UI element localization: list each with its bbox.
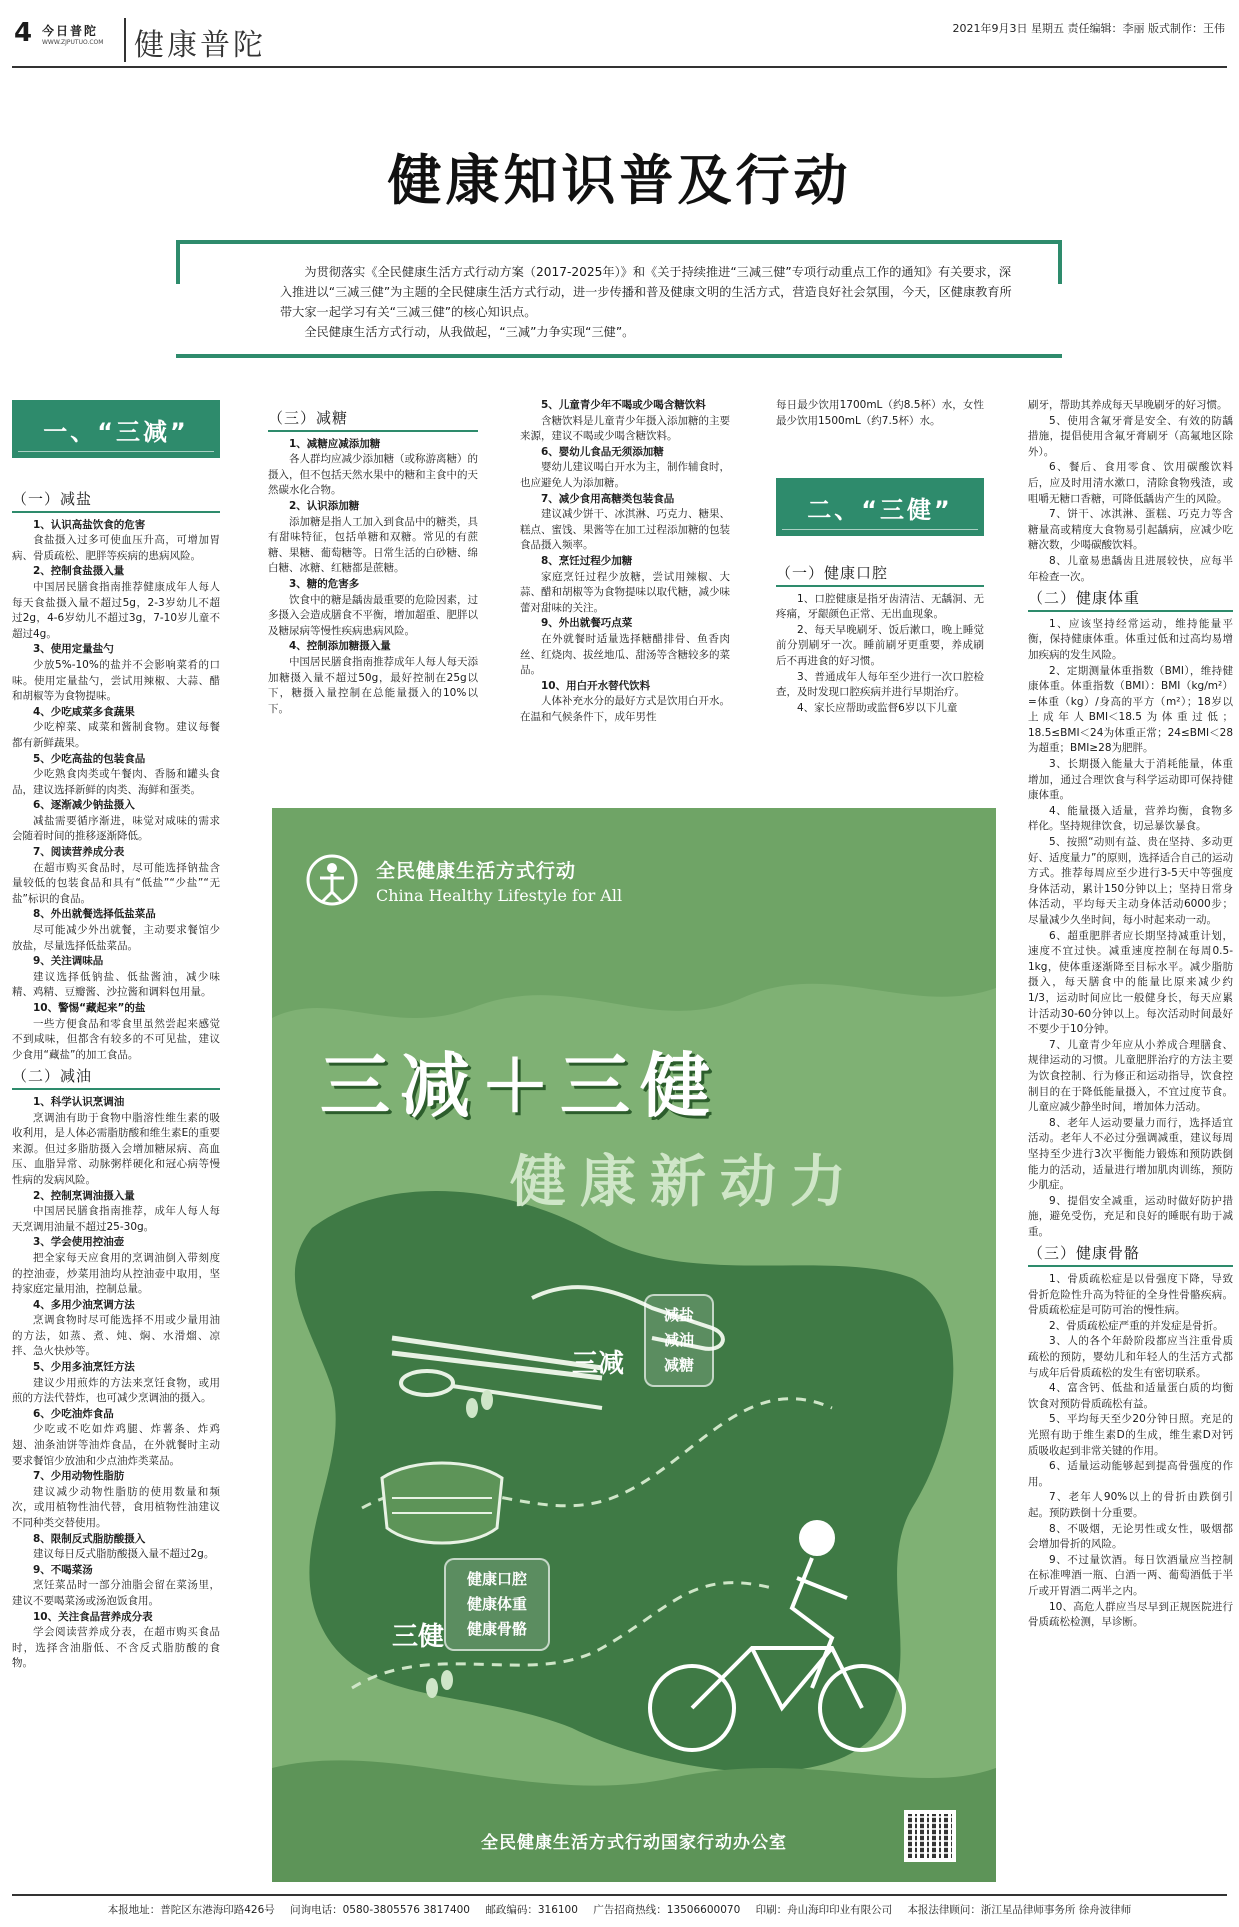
salt-tip-2-title: 2、控制食盐摄入量 bbox=[33, 565, 125, 578]
oil-tip-2-text: 中国居民膳食指南推荐，成年人每人每天烹调用油量不超过25-30g。 bbox=[12, 1205, 220, 1233]
weight-tip-9: 9、提倡安全减重，运动时做好防护措施，避免受伤，充足和良好的睡眠有助于减重。 bbox=[1028, 1194, 1233, 1238]
column-2 bbox=[268, 405, 478, 803]
salt-tip-9-text: 建议选择低钠盐、低盐酱油，减少味精、鸡精、豆瓣酱、沙拉酱和调料包用量。 bbox=[12, 970, 220, 999]
poster-wave-bottom bbox=[272, 1760, 996, 1882]
campaign-brand bbox=[306, 844, 666, 914]
sugar-tip-2-text: 添加糖是指人工加入到食品中的糖类，具有甜味特征，包括单糖和双糖。常见的有蔗糖、果糖、葡萄糖等。日常生活的白砂糖、绵白糖、冰糖、红糖都是蔗糖。 bbox=[268, 515, 478, 575]
oral-tip-3: 3、普通成年人每年至少进行一次口腔检查，及时发现口腔疾病并进行早期治疗。 bbox=[776, 670, 984, 699]
logo-name: 今日普陀 bbox=[42, 24, 99, 38]
salt-tip-3-title: 3、使用定量盐勺 bbox=[33, 643, 114, 656]
salt-tip-3-text: 少放5%-10%的盐并不会影响菜肴的口味。使用定量盐勺，尝试用辣椒、大蒜、醋和胡椒等为食物提味。 bbox=[12, 658, 220, 703]
sugar-tip-8-text: 家庭烹饪过程少放糖，尝试用辣椒、大蒜、醋和胡椒等为食物提味以取代糖，减少味蕾对甜味的关注。 bbox=[520, 570, 730, 614]
reduce-item-salt: 减盐 bbox=[663, 1306, 694, 1324]
health-item-oral: 健康口腔 bbox=[466, 1570, 527, 1588]
sugar-tip-1-text: 各人群均应减少添加糖（或称游离糖）的摄入，但不包括天然水果中的糖和主食中的天然碳水化合物。 bbox=[268, 453, 478, 497]
oil-tip-5-text: 建议少用煎炸的方法来烹饪食物，或用煎的方法代替炸，也可减少烹调油的摄入。 bbox=[12, 1376, 220, 1405]
salt-tip-7-text: 在超市购买食品时，尽可能选择钠盐含量较低的包装食品和具有“低盐”“少盐”“无盐”标识的食品。 bbox=[12, 861, 220, 905]
oil-tip-3-title: 3、学会使用控油壶 bbox=[33, 1236, 125, 1249]
face-mask-icon bbox=[382, 1463, 502, 1543]
salt-tip-10-text: 一些方便食品和零食里虽然尝起来感觉不到咸味，但都含有较多的不可见盐，建议少食用“藏盐”的加工食品。 bbox=[12, 1017, 220, 1061]
salt-tip-6-title: 6、逐渐减少钠盐摄入 bbox=[33, 799, 135, 812]
salt-tip-8-title: 8、外出就餐选择低盐菜品 bbox=[33, 908, 156, 921]
bone-tip-1: 1、骨质疏松症是以骨强度下降，导致骨折危险性升高为特征的全身性骨骼疾病。骨质疏松症是可防可治的慢性病。 bbox=[1028, 1273, 1233, 1317]
brand-name-en: China Healthy Lifestyle for All bbox=[376, 886, 623, 905]
intro-box bbox=[176, 240, 1062, 358]
oral-tip-4: 4、家长应帮助或监督6岁以下儿童 bbox=[797, 701, 958, 714]
oil-tip-3-text: 把全家每天应食用的烹调油倒入带刻度的控油壶，炒菜用油均从控油壶中取用，坚持家庭定量用油，控制总量。 bbox=[12, 1251, 220, 1296]
column-4 bbox=[776, 560, 984, 804]
heading-healthy-weight: （二）健康体重 bbox=[1028, 591, 1233, 612]
salt-tip-1-title: 1、认识高盐饮食的危害 bbox=[33, 518, 146, 531]
salt-tip-7-title: 7、阅读营养成分表 bbox=[33, 846, 125, 859]
weight-tip-1: 1、应该坚持经常运动，维持能量平衡，保持健康体重。体重过低和过高均易增加疾病的发生风险。 bbox=[1028, 617, 1233, 661]
bone-tip-2: 2、骨质疏松症严重的并发症是骨折。 bbox=[1049, 1319, 1224, 1332]
oil-tip-6-title: 6、少吃油炸食品 bbox=[33, 1407, 114, 1420]
oil-tip-10-title: 10、关注食品营养成分表 bbox=[33, 1610, 153, 1623]
label-three-reductions: 三减 bbox=[572, 1349, 625, 1379]
sugar-tip-10-text: 人体补充水分的最好方式是饮用白开水。在温和气候条件下，成年男性 bbox=[520, 695, 730, 723]
health-items-box bbox=[444, 1558, 550, 1651]
oil-tip-7-text: 建议减少动物性脂肪的使用数量和频次，或用植物性油代替，食用植物性油建议不同种类交替使用。 bbox=[12, 1485, 220, 1529]
bone-tip-6: 6、适量运动能够起到提高骨强度的作用。 bbox=[1028, 1460, 1233, 1488]
sugar-tip-10-title: 10、用白开水替代饮料 bbox=[541, 679, 651, 692]
column-4-top bbox=[776, 398, 984, 478]
health-item-weight: 健康体重 bbox=[466, 1595, 527, 1613]
column-1 bbox=[12, 486, 220, 1886]
newspaper-logo bbox=[42, 22, 122, 46]
section-banner-three-reductions: 一、“三减” bbox=[12, 400, 220, 458]
masthead-meta bbox=[953, 20, 1226, 36]
weight-tip-7: 7、儿童青少年应从小养成合理膳食、规律运动的习惯。儿童肥胖治疗的方法主要为饮食控制、行为修正和运动指导，饮食控制目的在于降低能量摄入，不宜过度节食。儿童应减少静坐时间，增加体力活动。 bbox=[1028, 1038, 1233, 1114]
water-continued-text: 每日最少饮用1700mL（约8.5杯）水，女性最少饮用1500mL（约7.5杯）水。 bbox=[776, 399, 984, 427]
footer-rule bbox=[12, 1894, 1227, 1896]
intro-paragraph-1: 为贯彻落实《全民健康生活方式行动方案（2017-2025年）》和《关于持续推进“三减三健”专项行动重点工作的通知》有关要求，深入推进以“三减三健”为主题的全民健康生活方式行动，进一步传播和普及健康文明的生活方式，营造良好社会氛围，今天，区健康教育所带大家一起学习有关“三减三健”的核心知识点。 bbox=[280, 265, 1012, 319]
oil-tip-8-title: 8、限制反式脂肪酸摄入 bbox=[33, 1532, 146, 1545]
heading-oral-health: （一）健康口腔 bbox=[776, 566, 984, 587]
sugar-tip-3-title: 3、糖的危害多 bbox=[289, 577, 360, 590]
sugar-tip-9-text: 在外就餐时适量选择糖醋排骨、鱼香肉丝、红烧肉、拔丝地瓜、甜汤等含糖较多的菜品。 bbox=[520, 632, 730, 677]
page-number: 4 bbox=[14, 18, 33, 48]
brand-name-cn: 全民健康生活方式行动 bbox=[376, 860, 577, 882]
oral-tip-2: 2、每天早晚刷牙、饭后漱口，晚上睡觉前分别刷牙一次。睡前刷牙更重要，养成刷后不再进食的好习惯。 bbox=[776, 623, 984, 667]
poster-title: 三减＋三健 bbox=[320, 1044, 720, 1127]
footer-legal: 本报法律顾问：浙江星品律师事务所 徐舟波律师 bbox=[907, 1904, 1132, 1916]
oil-tip-1-text: 烹调油有助于食物中脂溶性维生素的吸收利用，是人体必需脂肪酸和维生素E的重要来源。但过多脂肪摄入会增加糖尿病、高血压、血脂异常、动脉粥样硬化和冠心病等慢性病的发病风险。 bbox=[12, 1111, 220, 1186]
oil-tip-1-title: 1、科学认识烹调油 bbox=[33, 1095, 125, 1108]
oil-tip-6-text: 少吃或不吃如炸鸡腿、炸薯条、炸鸡翅、油条油饼等油炸食品，在外就餐时主动要求餐馆少放油和少点油炸类菜品。 bbox=[12, 1423, 220, 1467]
oil-tip-9-text: 烹饪菜品时一部分油脂会留在菜汤里，建议不要喝菜汤或汤泡饭食用。 bbox=[12, 1579, 220, 1607]
reduce-item-sugar: 减糖 bbox=[663, 1356, 694, 1374]
section-banner-three-health: 二、“三健” bbox=[776, 478, 984, 536]
section-title: 健康普陀 bbox=[134, 28, 266, 63]
heading-reduce-salt: （一）减盐 bbox=[12, 492, 220, 513]
weight-tip-6: 6、超重肥胖者应长期坚持减重计划，速度不宜过快。减重速度控制在每周0.5-1kg，使体重逐渐降至目标水平。减少脂肪摄入，每天膳食中的能量比原来减少约1/3，运动时间应比一般健身长，每天应累计活动30-60分钟以上。每次活动时间最好不要少于10分钟。 bbox=[1028, 929, 1233, 1036]
footer-printer: 印刷：舟山海印印业有限公司 bbox=[755, 1904, 893, 1916]
salt-tip-6-text: 减盐需要循序渐进，味觉对咸味的需求会随着时间的推移逐渐降低。 bbox=[12, 814, 220, 843]
health-item-bone: 健康骨骼 bbox=[466, 1620, 527, 1638]
oil-tip-10-text: 学会阅读营养成分表，在超市购买食品时，选择含油脂低、不含反式脂肪酸的食物。 bbox=[12, 1626, 220, 1670]
column-3 bbox=[520, 398, 730, 803]
oil-tip-8-text: 建议每日反式脂肪酸摄入量不超过2g。 bbox=[33, 1548, 215, 1561]
salt-tip-2-text: 中国居民膳食指南推荐健康成年人每人每天食盐摄入量不超过5g，2-3岁幼儿不超过2g，4-6岁幼儿不超过3g，7-10岁儿童不超过4g。 bbox=[12, 580, 220, 640]
weight-tip-4: 4、能量摄入适量，营养均衡，食物多样化。坚持规律饮食，切忌暴饮暴食。 bbox=[1028, 804, 1233, 833]
footer-phone: 问询电话：0580-3805576 3817400 bbox=[290, 1904, 470, 1916]
bone-tip-5: 5、平均每天至少20分钟日照。充足的光照有助于维生素D的生成，维生素D对钙质吸收起到非常关键的作用。 bbox=[1028, 1413, 1233, 1457]
sugar-tip-4-title: 4、控制添加糖摄入量 bbox=[289, 640, 391, 653]
bone-tip-8: 8、不吸烟，无论男性或女性，吸烟都会增加骨折的风险。 bbox=[1028, 1522, 1233, 1551]
reduce-item-oil: 减油 bbox=[663, 1331, 694, 1349]
heading-reduce-sugar: （三）减糖 bbox=[268, 411, 478, 432]
oral-tip-1: 1、口腔健康是指牙齿清洁、无龋洞、无疼痛，牙龈颜色正常、无出血现象。 bbox=[776, 592, 984, 621]
reduce-items-box bbox=[644, 1294, 714, 1387]
bone-tip-4: 4、富含钙、低盐和适量蛋白质的均衡饮食对预防骨质疏松有益。 bbox=[1028, 1382, 1233, 1410]
oil-tip-4-text: 烹调食物时尽可能选择不用或少量用油的方法，如蒸、煮、炖、焖、水滑熘、凉拌、急火快炒等。 bbox=[12, 1314, 220, 1358]
oil-tip-2-title: 2、控制烹调油摄入量 bbox=[33, 1189, 135, 1202]
sugar-tip-3-text: 饮食中的糖是龋齿最重要的危险因素，过多摄入会造成膳食不平衡，增加超重、肥胖以及糖尿病等慢性疾病患病风险。 bbox=[268, 593, 478, 637]
salt-tip-5-title: 5、少吃高盐的包装食品 bbox=[33, 752, 146, 765]
heading-healthy-bones: （三）健康骨骼 bbox=[1028, 1246, 1233, 1267]
bone-tip-3: 3、人的各个年龄阶段都应当注重骨质疏松的预防，婴幼儿和年轻人的生活方式都与成年后骨质疏松的发生有密切联系。 bbox=[1028, 1335, 1233, 1379]
salt-tip-8-text: 尽可能减少外出就餐，主动要求餐馆少放盐，尽量选择低盐菜品。 bbox=[12, 924, 220, 952]
intro-paragraph-2: 全民健康生活方式行动，从我做起，“三减”力争实现“三健”。 bbox=[304, 325, 635, 339]
weight-tip-3: 3、长期摄入能量大于消耗能量，体重增加，通过合理饮食与科学运动即可保持健康体重。 bbox=[1028, 758, 1233, 802]
weight-tip-2: 2、定期测量体重指数（BMI），维持健康体重。体重指数（BMI）：BMI（kg/m²）=体重（kg）/身高的平方（m²）；18岁以上成年人BMI＜18.5为体重过低；18.5≤BMI＜24为体重正常；24≤BMI＜28为超重；BMI≥28为肥胖。 bbox=[1028, 664, 1233, 755]
sugar-tip-6-text: 婴幼儿建议喝白开水为主，制作辅食时，也应避免人为添加糖。 bbox=[520, 461, 730, 489]
salt-tip-10-title: 10、警惕“藏起来”的盐 bbox=[33, 1002, 146, 1014]
salt-tip-4-title: 4、少吃咸菜多食蔬果 bbox=[33, 705, 135, 718]
label-three-health: 三健 bbox=[392, 1622, 445, 1652]
salt-tip-9-title: 9、关注调味品 bbox=[33, 955, 104, 968]
page-headline: 健康知识普及行动 bbox=[387, 149, 852, 212]
footer-postcode: 邮政编码：316100 bbox=[485, 1904, 578, 1916]
oil-tip-5-title: 5、少用多油烹饪方法 bbox=[33, 1361, 135, 1374]
masthead-rule bbox=[12, 66, 1227, 68]
issue-date: 2021年9月3日 bbox=[952, 22, 1028, 35]
oral-tip-6: 6、餐后、食用零食、饮用碳酸饮料后，应及时用清水漱口，清除食物残渣，或咀嚼无糖口香糖，可降低龋齿产生的风险。 bbox=[1028, 461, 1233, 505]
poster-footer-text: 全民健康生活方式行动国家行动办公室 bbox=[481, 1833, 787, 1853]
footer-address: 本报地址：普陀区东港海印路426号 bbox=[107, 1904, 275, 1916]
oil-tip-4-title: 4、多用少油烹调方法 bbox=[33, 1298, 135, 1311]
salt-tip-4-text: 少吃榨菜、咸菜和酱制食物。建议每餐都有新鲜蔬果。 bbox=[12, 721, 220, 749]
oral-tip-7: 7、饼干、冰淇淋、蛋糕、巧克力等含糖量高或精度大食物易引起龋病，应减少吃糖次数，少喝碳酸饮料。 bbox=[1028, 508, 1233, 552]
footer-ads: 广告招商热线：13506600070 bbox=[593, 1904, 741, 1916]
editor-credit: 责任编辑：李丽 bbox=[1067, 22, 1145, 35]
sugar-tip-5-text: 含糖饮料是儿童青少年摄入添加糖的主要来源，建议不喝或少喝含糖饮料。 bbox=[520, 414, 730, 443]
masthead-divider bbox=[124, 18, 126, 62]
sugar-tip-2-title: 2、认识添加糖 bbox=[289, 499, 360, 512]
oil-tip-7-title: 7、少用动物性脂肪 bbox=[33, 1470, 125, 1483]
oral-tip-5: 5、使用含氟牙膏是安全、有效的防龋措施，提倡使用含氟牙膏刷牙（高氟地区除外）。 bbox=[1028, 414, 1233, 458]
sugar-tip-7-title: 7、减少食用高糖类包装食品 bbox=[541, 492, 675, 505]
weight-tip-5: 5、按照“动则有益、贵在坚持、多动更好、适度量力”的原则，选择适合自己的运动方式。推荐每周应至少进行3-5天中等强度身体活动，累计150分钟以上；坚持日常身体活动，平均每天主动身体活动6000步；尽量减少久坐时间，每小时起来动一动。 bbox=[1028, 836, 1233, 926]
sugar-tip-1-title: 1、减糖应减添加糖 bbox=[289, 437, 381, 450]
poster-background bbox=[272, 808, 996, 1882]
oral-continued-text: 刷牙，帮助其养成每天早晚刷牙的好习惯。 bbox=[1028, 399, 1228, 411]
page-footer bbox=[0, 1902, 1239, 1917]
sugar-tip-4-text: 中国居民膳食指南推荐成年人每人每天添加糖摄入量不超过50g，最好控制在25g以下，糖摄入量控制在总能量摄入的10%以下。 bbox=[268, 655, 478, 715]
oil-tip-9-title: 9、不喝菜汤 bbox=[33, 1563, 93, 1576]
qr-code-icon bbox=[904, 1810, 956, 1862]
poster-subtitle: 健康新动力 bbox=[510, 1150, 860, 1215]
weight-tip-8: 8、老年人运动要量力而行，选择适宜活动。老年人不必过分强调减重，建议每周坚持至少进行3次平衡能力锻炼和预防跌倒能力的活动，适量进行增加肌肉训练，预防少肌症。 bbox=[1028, 1116, 1233, 1192]
bone-tip-10: 10、高危人群应当尽早到正规医院进行骨质疏松检测，早诊断。 bbox=[1028, 1600, 1233, 1629]
oral-tip-8: 8、儿童易患龋齿且进展较快，应每半年检查一次。 bbox=[1028, 554, 1233, 583]
column-5 bbox=[1028, 398, 1233, 1888]
campaign-poster bbox=[272, 808, 996, 1882]
masthead bbox=[0, 0, 1239, 72]
sugar-tip-9-title: 9、外出就餐巧点菜 bbox=[541, 617, 633, 630]
salt-tip-5-text: 少吃熟食肉类或午餐肉、香肠和罐头食品，建议选择新鲜的肉类、海鲜和蛋类。 bbox=[12, 768, 220, 796]
sugar-tip-6-title: 6、婴幼儿食品无须添加糖 bbox=[541, 445, 664, 458]
issue-weekday: 星期五 bbox=[1031, 22, 1064, 35]
salt-tip-1-text: 食盐摄入过多可使血压升高，可增加胃病、骨质疏松、肥胖等疾病的患病风险。 bbox=[12, 534, 220, 562]
sugar-tip-5-title: 5、儿童青少年不喝或少喝含糖饮料 bbox=[541, 399, 706, 411]
logo-url: WWW.ZJPUTUO.COM bbox=[42, 39, 104, 46]
layout-credit: 版式制作：王伟 bbox=[1148, 22, 1225, 35]
bone-tip-7: 7、老年人90%以上的骨折由跌倒引起。预防跌倒十分重要。 bbox=[1028, 1491, 1233, 1519]
bone-tip-9: 9、不过量饮酒。每日饮酒量应当控制在标准啤酒一瓶、白酒一两、葡萄酒低于半斤或开胃酒二两半之内。 bbox=[1028, 1553, 1233, 1597]
sugar-tip-8-title: 8、烹饪过程少加糖 bbox=[541, 554, 633, 567]
heading-reduce-oil: （二）减油 bbox=[12, 1069, 220, 1090]
sugar-tip-7-text: 建议减少饼干、冰淇淋、巧克力、糖果、糕点、蜜饯、果酱等在加工过程添加糖的包装食品摄入频率。 bbox=[520, 508, 730, 552]
